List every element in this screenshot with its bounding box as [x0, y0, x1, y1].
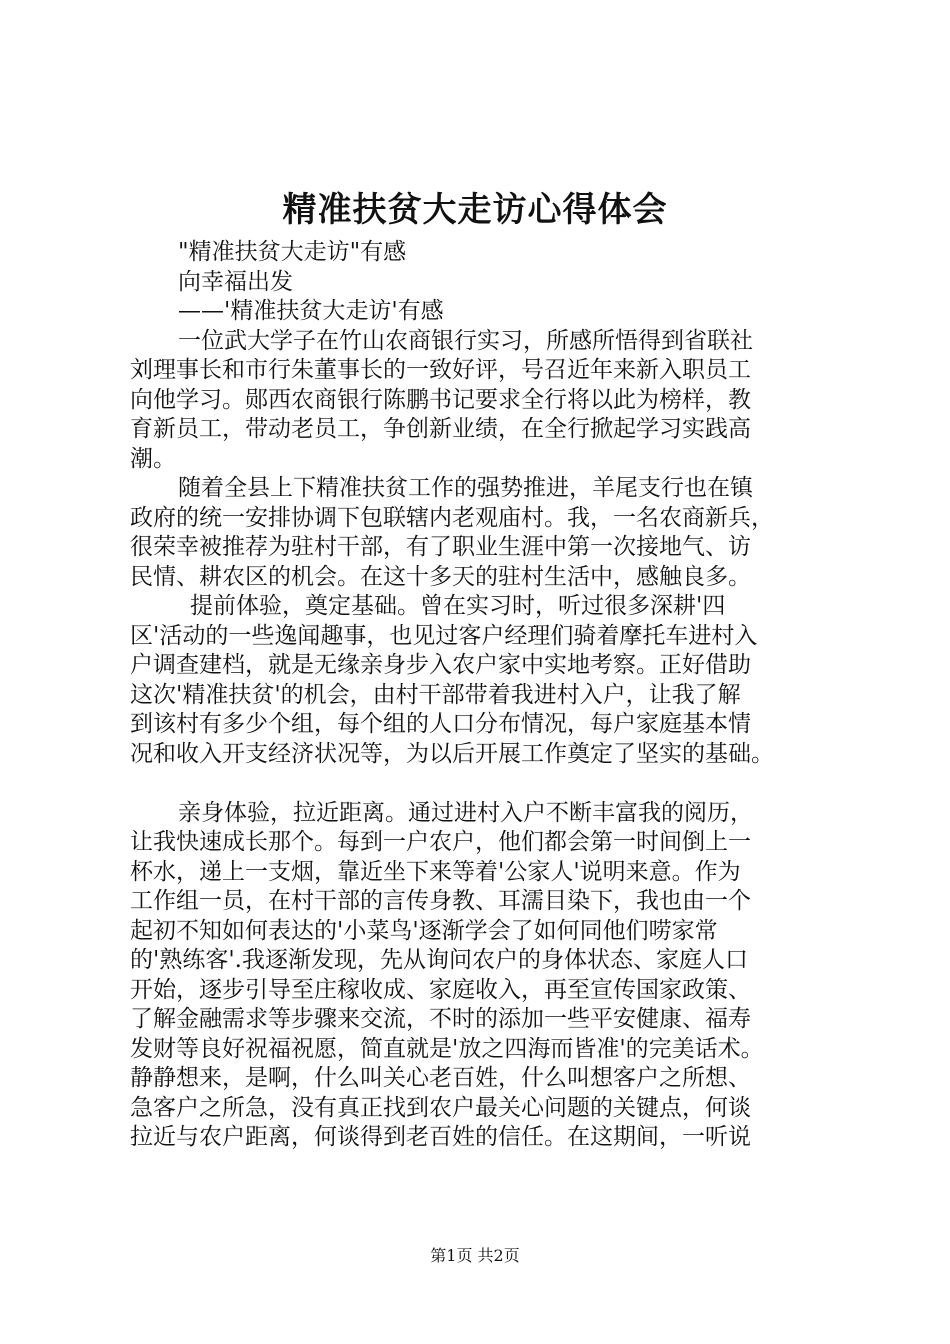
- paragraph-line: 拉近与农户距离，何谈得到老百姓的信任。在这期间，一听说: [130, 1124, 751, 1150]
- paragraph-line: 让我快速成长那个。每到一户农户，他们都会第一时间倒上一: [130, 829, 751, 855]
- document-title: 精准扶贫大走访心得体会: [282, 190, 668, 230]
- paragraph-line: 一位武大学子在竹山农商银行实习，所感所悟得到省联社: [178, 327, 753, 354]
- paragraph-4: [130, 799, 835, 1153]
- paragraph-line: 杯水，递上一支烟，靠近坐下来等着'公家人'说明来意。作为: [130, 858, 741, 885]
- paragraph-line: 了解金融需求等步骤来交流，不时的添加一些平安健康、福寿: [130, 1006, 751, 1032]
- paragraph-line: 区'活动的一些逸闻趣事，也见过客户经理们骑着摩托车进村入: [130, 622, 758, 649]
- paragraph-line: 的'熟练客'.我逐渐发现，先从询问农户的身体状态、家庭人口: [130, 947, 748, 973]
- paragraph-line: 发财等良好祝福祝愿，简直就是'放之四海而皆准'的完美话术。: [130, 1035, 764, 1062]
- paragraph-line: 这次'精准扶贫'的机会，由村干部带着我进村入户，让我了解: [130, 681, 741, 708]
- subtitle-2: 向幸福出发: [178, 268, 293, 295]
- paragraph-line: 政府的统一安排协调下包联辖内老观庙村。我，一名农商新兵，: [130, 504, 774, 531]
- paragraph-line: 提前体验，奠定基础。曾在实习时，听过很多深耕'四: [190, 593, 726, 619]
- paragraph-line: 民情、耕农区的机会。在这十多天的驻村生活中，感触良多。: [130, 563, 751, 590]
- paragraph-line: 开始，逐步引导至庄稼收成、家庭收入，再至宣传国家政策、: [130, 976, 751, 1003]
- paragraph-line: 刘理事长和市行朱董事长的一致好评，号召近年来新入职员工: [130, 357, 751, 383]
- paragraph-line: 起初不知如何表达的'小菜鸟'逐渐学会了如何同他们唠家常: [130, 917, 718, 944]
- page-number-footer: 第1页 共2页: [430, 1246, 520, 1265]
- paragraph-line: 静静想来，是啊，什么叫关心老百姓，什么叫想客户之所想、: [130, 1065, 751, 1091]
- paragraph-line: 很荣幸被推荐为驻村干部，有了职业生涯中第一次接地气、访: [130, 534, 751, 560]
- document-body: [130, 238, 835, 1153]
- paragraph-line: 潮。: [130, 445, 176, 472]
- paragraph-line: 户调查建档，就是无缘亲身步入农户家中实地考察。正好借助: [130, 652, 751, 678]
- paragraph-line: 况和收入开支经济状况等，为以后开展工作奠定了坚实的基础。: [130, 740, 774, 767]
- paragraph-line: 到该村有多少个组，每个组的人口分布情况，每户家庭基本情: [130, 711, 751, 737]
- subtitle-1: "精准扶贫大走访"有感: [178, 239, 407, 265]
- paragraph-2: [130, 474, 835, 592]
- subtitle-3: ——'精准扶贫大走访'有感: [178, 298, 444, 324]
- paragraph-line: 工作组一员，在村干部的言传身教、耳濡目染下，我也由一个: [130, 888, 751, 914]
- paragraph-line: 育新员工，带动老员工，争创新业绩，在全行掀起学习实践高: [130, 416, 751, 442]
- paragraph-line: 亲身体验，拉近距离。通过进村入户不断丰富我的阅历，: [178, 799, 753, 826]
- paragraph-3: [130, 592, 835, 769]
- paragraph-line: 急客户之所急，没有真正找到农户最关心问题的关键点，何谈: [130, 1094, 751, 1121]
- paragraph-1: [130, 327, 835, 475]
- paragraph-line: 向他学习。郧西农商银行陈鹏书记要求全行将以此为榜样，教: [130, 386, 751, 413]
- paragraph-line: 随着全县上下精准扶贫工作的强势推进，羊尾支行也在镇: [178, 475, 753, 501]
- blank-line: [130, 769, 835, 799]
